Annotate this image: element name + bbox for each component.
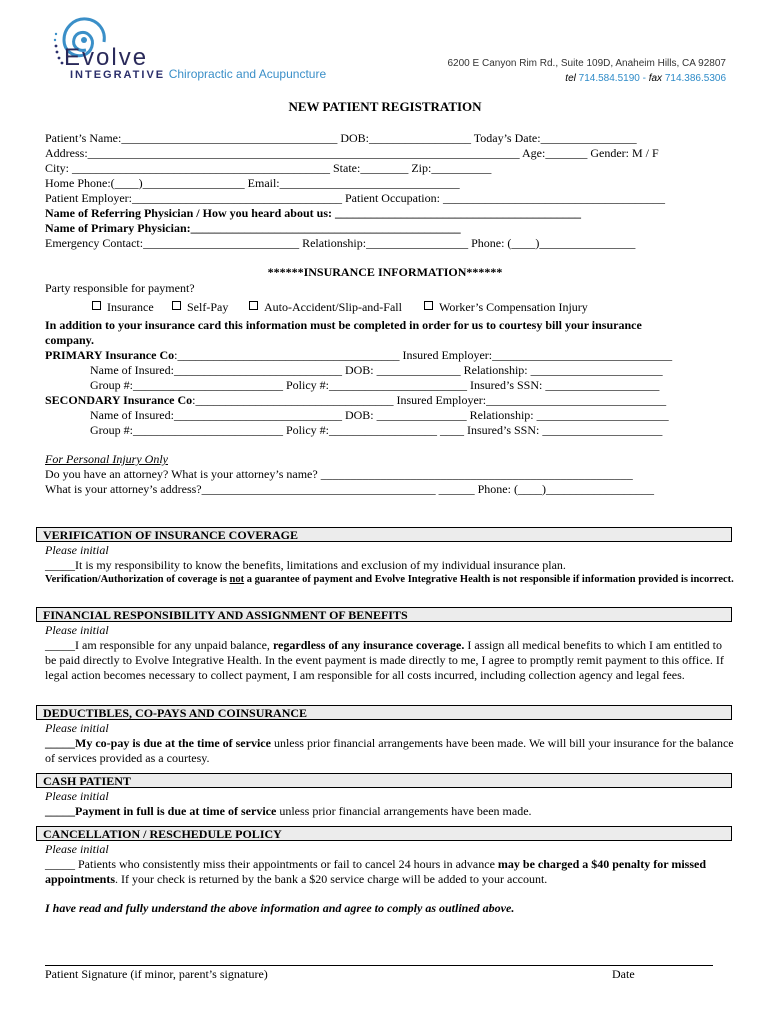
- logo-subtitle: INTEGRATIVE Chiropractic and Acupuncture: [70, 67, 327, 81]
- phone-email-line[interactable]: Home Phone:(____)_________________ Email:______________________________: [45, 176, 460, 190]
- date-label: Date: [612, 967, 635, 981]
- option-self-pay[interactable]: Self-Pay: [172, 300, 228, 315]
- primary-physician-line[interactable]: Name of Primary Physician:_____________________________________________: [45, 221, 461, 235]
- emergency-contact-line[interactable]: Emergency Contact:__________________________ Relationship:_________________ Phone: (____)________________: [45, 236, 636, 250]
- patient-name-line[interactable]: Patient’s Name:____________________________________ DOB:_________________ Today’s Date:________________: [45, 131, 637, 145]
- page-title: NEW PATIENT REGISTRATION: [288, 99, 482, 114]
- signature-line[interactable]: [45, 965, 713, 966]
- deductibles-initial: Please initial: [45, 721, 109, 735]
- secondary-group-line[interactable]: Group #:_________________________ Policy #:__________________ ____ Insured’s SSN: ____________________: [90, 423, 663, 437]
- city-line[interactable]: City: ___________________________________________ State:________ Zip:__________: [45, 161, 492, 175]
- primary-insured-line[interactable]: Name of Insured:____________________________ DOB: ______________ Relationship: ______________________: [90, 363, 663, 377]
- checkbox-icon[interactable]: [92, 301, 101, 310]
- primary-insurance-line[interactable]: PRIMARY Insurance Co:_____________________________________ Insured Employer:______________________________: [45, 348, 673, 362]
- insurance-note: In addition to your insurance card this information must be completed in order for us to courtesy bill your insurance company.: [45, 318, 642, 347]
- cancellation-initial: Please initial: [45, 842, 109, 856]
- primary-group-line[interactable]: Group #:_________________________ Policy #:_______________________ Insured’s SSN: ___________________: [90, 378, 660, 392]
- checkbox-icon[interactable]: [249, 301, 258, 310]
- employer-line[interactable]: Patient Employer:___________________________________ Patient Occupation: _____________________________________: [45, 191, 665, 205]
- party-responsible-label: Party responsible for payment?: [45, 281, 195, 295]
- financial-text[interactable]: _____I am responsible for any unpaid balance, regardless of any insurance coverage. I assign all medical benefits to which I am entitled to be paid directly to Evolve Integrative Health. In the event payment is made directly to me, I agree to promptly remit payment to this office. If legal action becomes necessary to collect payment, I am responsible for all costs incurred, including collection agency and legal fees.: [45, 638, 724, 682]
- option-insurance[interactable]: Insurance: [92, 300, 154, 315]
- address-line[interactable]: Address:________________________________________________________________________ Age:_______ Gender: M / F: [45, 146, 659, 160]
- secondary-insurance-line[interactable]: SECONDARY Insurance Co:_________________________________ Insured Employer:______________________________: [45, 393, 667, 407]
- insurance-heading: ******INSURANCE INFORMATION******: [267, 265, 503, 279]
- agreement-statement: I have read and fully understand the above information and agree to comply as outlined above.: [45, 901, 515, 915]
- personal-injury-heading: For Personal Injury Only: [45, 452, 168, 466]
- financial-initial: Please initial: [45, 623, 109, 637]
- option-auto-accident[interactable]: Auto-Accident/Slip-and-Fall: [249, 300, 402, 315]
- section-deductibles: DEDUCTIBLES, CO-PAYS AND COINSURANCE: [36, 705, 732, 720]
- verification-note: Verification/Authorization of coverage is not a guarantee of payment and Evolve Integrative Health is not responsible if information provided is incorrect.: [45, 574, 734, 585]
- cash-initial: Please initial: [45, 789, 109, 803]
- signature-label: Patient Signature (if minor, parent’s signature): [45, 967, 268, 981]
- cancellation-text[interactable]: _____ Patients who consistently miss their appointments or fail to cancel 24 hours in advance may be charged a $40 penalty for missed appointments. If your check is returned by the bank a $20 service charge will be added to your account.: [45, 857, 707, 886]
- clinic-address: 6200 E Canyon Rim Rd., Suite 109D, Anaheim Hills, CA 92807: [447, 58, 726, 69]
- section-verification: VERIFICATION OF INSURANCE COVERAGE: [36, 527, 732, 542]
- cash-text[interactable]: _____Payment in full is due at time of service unless prior financial arrangements have been made.: [45, 804, 532, 818]
- clinic-address-block: [448, 56, 727, 86]
- checkbox-icon[interactable]: [424, 301, 433, 310]
- secondary-insured-line[interactable]: Name of Insured:____________________________ DOB: _______________ Relationship: ______________________: [90, 408, 669, 422]
- deductibles-text[interactable]: _____My co-pay is due at the time of service unless prior financial arrangements have been made. We will bill your insurance for the balance of services provided as a courtesy.: [45, 736, 734, 765]
- section-cash-patient: CASH PATIENT: [36, 773, 732, 788]
- logo-wordmark: Evolve: [64, 44, 149, 71]
- attorney-address-line[interactable]: What is your attorney’s address?_______________________________________ ______ Phone: (____)__________________: [45, 482, 654, 496]
- referring-physician-line[interactable]: Name of Referring Physician / How you heard about us: _________________________________________: [45, 206, 581, 220]
- clinic-contact: tel 714.584.5190 - fax 714.386.5306: [565, 73, 726, 84]
- checkbox-icon[interactable]: [172, 301, 181, 310]
- verification-initial: Please initial: [45, 543, 109, 557]
- section-financial: FINANCIAL RESPONSIBILITY AND ASSIGNMENT OF BENEFITS: [36, 607, 732, 622]
- verification-text[interactable]: _____It is my responsibility to know the benefits, limitations and exclusion of my individual insurance plan.: [45, 558, 566, 572]
- section-cancellation: CANCELLATION / RESCHEDULE POLICY: [36, 826, 732, 841]
- attorney-name-line[interactable]: Do you have an attorney? What is your attorney’s name? ____________________________________________________: [45, 467, 633, 481]
- option-workers-comp[interactable]: Worker’s Compensation Injury: [424, 300, 588, 315]
